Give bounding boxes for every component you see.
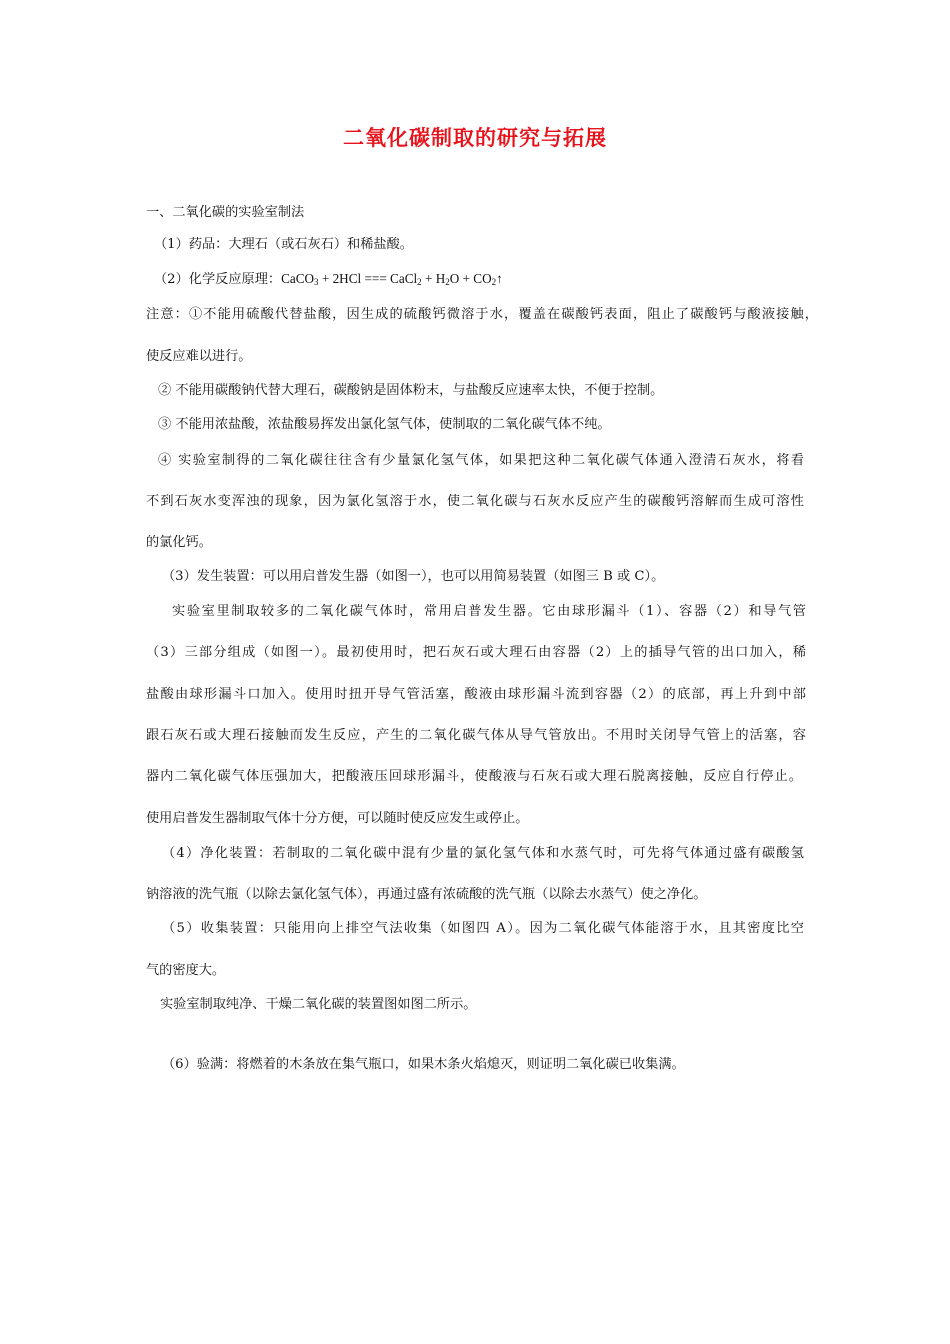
section-heading: 一、二氧化碳的实验室制法 xyxy=(146,205,305,220)
kipp-para-line-4: 跟石灰石或大理石接触而发生反应，产生的二氧化碳气体从导气管放出。不用时关闭导气管上的活塞，容 xyxy=(146,728,806,743)
chemical-equation: CaCO$_3$ + 2HCl === CaCl$_2$ + $H_2O$ + $CO_2↑$ xyxy=(281,271,503,287)
kipp-para-line-3: 盐酸由球形漏斗口加入。使用时扭开导气管活塞，酸液由球形漏斗流到容器（2）的底部，再上升到中部 xyxy=(146,687,806,702)
item-2-prefix: （2）化学反应原理： xyxy=(154,272,282,287)
note-4-line-2: 不到石灰水变浑浊的现象，因为氯化氢溶于水，使二氧化碳与石灰水反应产生的碳酸钙溶解而生成可溶性 xyxy=(146,494,804,509)
note-4-line-3: 的氯化钙。 xyxy=(146,535,212,550)
item-5-line-2: 气的密度大。 xyxy=(146,963,226,978)
note-1-line-1: 注意：①不能用硫酸代替盐酸，因生成的硫酸钙微溶于水，覆盖在碳酸钙表面，阻止了碳酸钙与酸液接触， xyxy=(146,307,818,322)
item-2-reaction xyxy=(154,270,826,289)
note-2: ② 不能用碳酸钠代替大理石，碳酸钠是固体粉末，与盐酸反应速率太快，不便于控制。 xyxy=(158,383,664,398)
item-3-generator: （3）发生装置：可以用启普发生器（如图一），也可以用简易装置（如图三 B 或 C）。 xyxy=(162,569,665,584)
item-1-reagents: （1）药品：大理石（或石灰石）和稀盐酸。 xyxy=(154,237,413,252)
gas-arrow-icon: ↑ xyxy=(496,271,503,286)
document-title: 二氧化碳制取的研究与拓展 xyxy=(343,125,607,150)
note-3: ③ 不能用浓盐酸，浓盐酸易挥发出氯化氢气体，使制取的二氧化碳气体不纯。 xyxy=(158,417,611,432)
kipp-para-line-2: （3）三部分组成（如图一）。最初使用时，把石灰石或大理石由容器（2）上的插导气管的出口加入，稀 xyxy=(146,645,806,660)
kipp-para-line-5: 器内二氧化碳气体压强加大，把酸液压回球形漏斗，使酸液与石灰石或大理石脱离接触，反应自行停止。 xyxy=(146,769,802,784)
item-4-line-1: （4）净化装置：若制取的二氧化碳中混有少量的氯化氢气体和水蒸气时，可先将气体通过盛有碳酸氢 xyxy=(162,846,804,861)
item-6-full-check: （6）验满：将燃着的木条放在集气瓶口，如果木条火焰熄灭，则证明二氧化碳已收集满。 xyxy=(162,1057,685,1072)
note-4-line-1: ④ 实验室制得的二氧化碳往往含有少量氯化氢气体，如果把这种二氧化碳气体通入澄清石灰水，将看 xyxy=(158,453,804,468)
note-1-line-2: 使反应难以进行。 xyxy=(146,349,252,364)
item-4-line-2: 钠溶液的洗气瓶（以除去氯化氢气体），再通过盛有浓硫酸的洗气瓶（以除去水蒸气）使之净化。 xyxy=(146,887,707,902)
kipp-para-line-1: 实验室里制取较多的二氧化碳气体时，常用启普发生器。它由球形漏斗（1）、容器（2）和导气管 xyxy=(172,604,806,619)
kipp-para-line-6: 使用启普发生器制取气体十分方便，可以随时使反应发生或停止。 xyxy=(146,811,529,826)
figure-2-note: 实验室制取纯净、干燥二氧化碳的装置图如图二所示。 xyxy=(160,997,477,1012)
item-5-line-1: （5）收集装置：只能用向上排空气法收集（如图四 A）。因为二氧化碳气体能溶于水，且其密度比空 xyxy=(162,921,804,936)
